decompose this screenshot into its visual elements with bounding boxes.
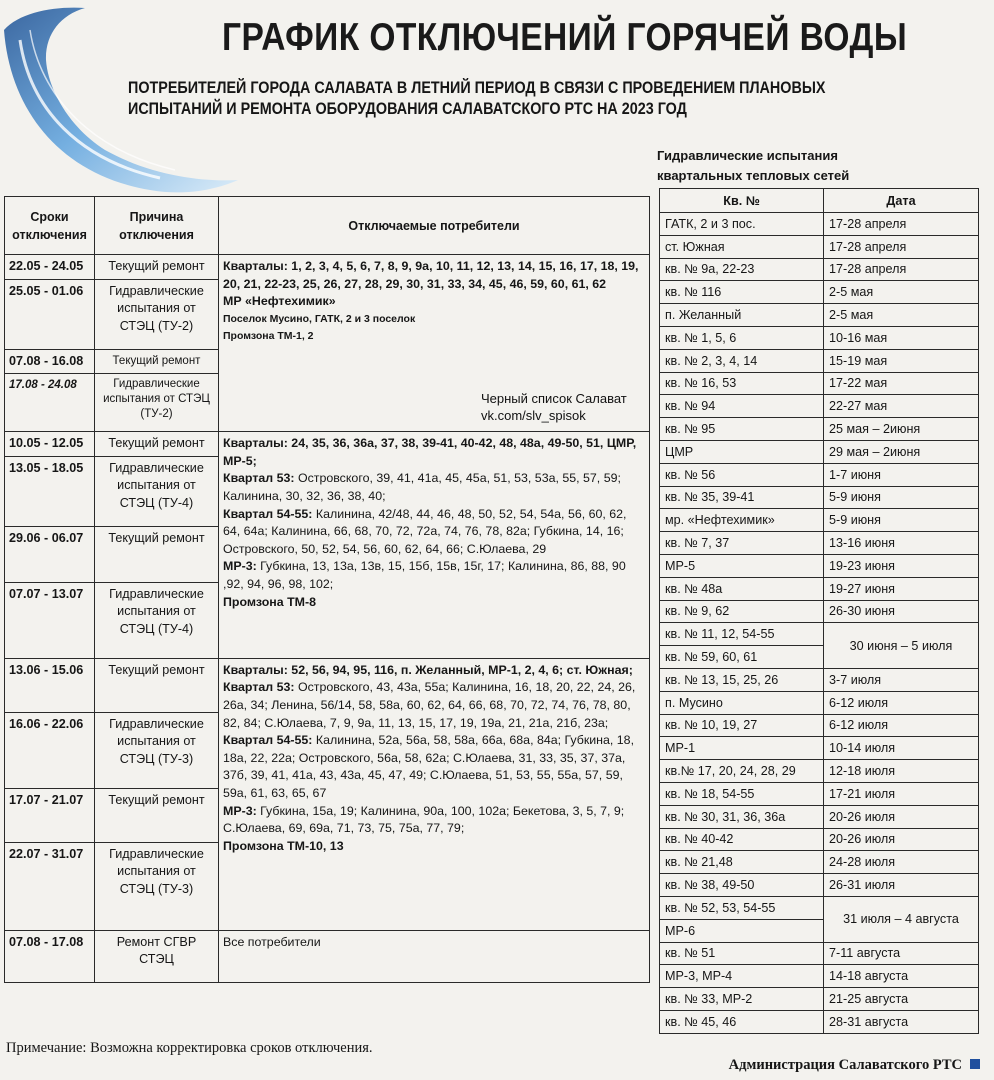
table-row — [660, 600, 979, 623]
administration-signature — [729, 1057, 980, 1074]
table-header-row — [660, 189, 979, 213]
table-row — [660, 304, 979, 327]
table-row — [660, 874, 979, 897]
kv-cell: МР-6 — [660, 919, 824, 942]
watermark-line: Черный список Салават — [481, 391, 627, 406]
table-row — [5, 432, 650, 457]
date-cell: 26-31 июля — [824, 874, 979, 897]
date-cell: 3-7 июля — [824, 668, 979, 691]
date-cell: 31 июля – 4 августа — [824, 896, 979, 942]
table-row — [660, 896, 979, 919]
hydraulic-tests-heading — [657, 146, 849, 186]
table-row — [660, 372, 979, 395]
kv-cell: кв. № 94 — [660, 395, 824, 418]
term-cell: 13.05 - 18.05 — [5, 456, 95, 526]
reason-cell: Гидравлические испытания от СТЭЦ (ТУ-3) — [95, 842, 219, 930]
date-cell: 17-22 мая — [824, 372, 979, 395]
consumers-text: Поселок Мусино, ГАТК, 2 и 3 поселок — [223, 312, 416, 325]
table-row — [660, 213, 979, 236]
term-cell: 10.05 - 12.05 — [5, 432, 95, 457]
kv-cell: кв. № 2, 3, 4, 14 — [660, 349, 824, 372]
kv-cell: кв. № 116 — [660, 281, 824, 304]
date-cell: 15-19 мая — [824, 349, 979, 372]
term-cell: 07.07 - 13.07 — [5, 582, 95, 658]
consumers-label: Кварталы: — [223, 259, 288, 273]
date-cell: 17-28 апреля — [824, 213, 979, 236]
kv-cell: ЦМР — [660, 440, 824, 463]
term-cell: 07.08 - 16.08 — [5, 349, 95, 374]
consumers-text: Промзона ТМ-1, 2 — [223, 330, 314, 343]
table-header-row — [5, 197, 650, 255]
consumers-label: Квартал 54-55: — [223, 506, 313, 521]
kv-cell: кв. № 56 — [660, 463, 824, 486]
outage-schedule-table — [4, 196, 650, 983]
kv-cell: кв. № 30, 31, 36, 36а — [660, 805, 824, 828]
table-row — [660, 258, 979, 281]
table-row — [660, 532, 979, 555]
table-row — [660, 988, 979, 1011]
term-cell: 29.06 - 06.07 — [5, 526, 95, 582]
date-cell: 17-28 апреля — [824, 258, 979, 281]
reason-cell: Текущий ремонт — [95, 658, 219, 712]
watermark-line: vk.com/slv_spisok — [481, 408, 586, 423]
consumers-cell — [219, 658, 650, 930]
table-row — [660, 942, 979, 965]
table-row — [660, 326, 979, 349]
table-row — [660, 554, 979, 577]
term-cell: 25.05 - 01.06 — [5, 279, 95, 349]
consumers-text: Губкина, 13, 13а, 13в, 15, 15б, 15в, 15г, 17; Калинина, 86, 88, 90 ,92, 94, 96, 98, 102; — [223, 559, 626, 591]
kv-cell: кв. № 48а — [660, 577, 824, 600]
kv-cell: кв. № 33, МР-2 — [660, 988, 824, 1011]
kv-cell: кв. № 16, 53 — [660, 372, 824, 395]
table-row — [660, 737, 979, 760]
reason-cell: Текущий ремонт — [95, 255, 219, 280]
table-row — [660, 828, 979, 851]
kv-cell: ст. Южная — [660, 235, 824, 258]
table-row — [660, 965, 979, 988]
table-row — [660, 805, 979, 828]
date-cell: 21-25 августа — [824, 988, 979, 1011]
date-cell: 2-5 мая — [824, 304, 979, 327]
date-cell: 10-16 мая — [824, 326, 979, 349]
date-cell: 12-18 июля — [824, 760, 979, 783]
kv-cell: ГАТК, 2 и 3 пос. — [660, 213, 824, 236]
table-row — [660, 760, 979, 783]
column-header-consumers: Отключаемые потребители — [219, 197, 650, 255]
consumers-text: 1, 2, 3, 4, 5, 6, 7, 8, 9, 9а, 10, 11, 12, 13, 14, 15, 16, 17, 18, 19, 20, 21, 22-23, 25, 26, 27, 28, 29, 30, 31, 33, 34, 45, 46, 59, 60, 61, 62 — [223, 259, 639, 291]
reason-cell: Текущий ремонт — [95, 349, 219, 374]
watermark — [481, 390, 627, 424]
term-cell: 22.05 - 24.05 — [5, 255, 95, 280]
consumers-text: Промзона ТМ-8 — [223, 594, 317, 609]
admin-text: Администрация Салаватского РТС — [728, 1057, 962, 1073]
consumers-text: Островского, 43, 43а, 55а; Калинина, 16, 18, 20, 22, 24, 26, 26а, 34; Ленина, 56/14, 58, 58а, 60, 62, 64, 66, 68, 70, 72, 74, 76, 78, 80, 82, 84; С.Юлаева, 7, 9, 9а, 11, 13, 15, 17, 19, 19а, 21, 21а, 21б, 23а; — [223, 680, 636, 730]
date-cell: 17-21 июля — [824, 782, 979, 805]
table-row — [660, 714, 979, 737]
kv-cell: кв. № 9а, 22-23 — [660, 258, 824, 281]
kv-cell: кв. № 35, 39-41 — [660, 486, 824, 509]
reason-cell: Гидравлические испытания от СТЭЦ (ТУ-2) — [95, 374, 219, 432]
date-cell: 6-12 июля — [824, 691, 979, 714]
kv-cell: кв. № 59, 60, 61 — [660, 646, 824, 669]
kv-cell: кв. № 52, 53, 54-55 — [660, 896, 824, 919]
table-row — [5, 658, 650, 712]
reason-cell: Текущий ремонт — [95, 526, 219, 582]
date-cell: 20-26 июля — [824, 828, 979, 851]
subtitle-line: ПОТРЕБИТЕЛЕЙ ГОРОДА САЛАВАТА В ЛЕТНИЙ ПЕРИОД В СВЯЗИ С ПРОВЕДЕНИЕМ ПЛАНОВЫХ — [128, 79, 826, 97]
date-cell: 30 июня – 5 июля — [824, 623, 979, 669]
date-cell: 19-27 июня — [824, 577, 979, 600]
consumers-label: Квартал 53: — [223, 471, 295, 486]
table-row — [660, 668, 979, 691]
reason-cell: Гидравлические испытания от СТЭЦ (ТУ-2) — [95, 279, 219, 349]
table-row — [660, 235, 979, 258]
reason-cell: Текущий ремонт — [95, 788, 219, 842]
date-cell: 6-12 июля — [824, 714, 979, 737]
kv-cell: кв. № 13, 15, 25, 26 — [660, 668, 824, 691]
table-row — [660, 418, 979, 441]
date-cell: 5-9 июня — [824, 509, 979, 532]
table-row — [660, 395, 979, 418]
reason-cell: Ремонт СГВР СТЭЦ — [95, 930, 219, 982]
kv-cell: п. Мусино — [660, 691, 824, 714]
kv-cell: кв. № 7, 37 — [660, 532, 824, 555]
kv-cell: п. Желанный — [660, 304, 824, 327]
consumers-text: Калинина, 52а, 56а, 58, 58а, 66а, 68а, 84а; Губкина, 18, 18а, 22, 22а; Островского, 56а, 58, 62а; С.Юлаева, 31, 33, 35, 37, 37а, 37б, 39, 41, 41а, 43, 43а, 45, 47, 49; С.Юлаева, 51, 53, 55, 55а, 57, 59, 59а, 61, 63, 65, 67 — [223, 733, 635, 800]
table-row — [660, 509, 979, 532]
kv-cell: кв. № 9, 62 — [660, 600, 824, 623]
kv-cell: кв. № 95 — [660, 418, 824, 441]
page-title: ГРАФИК ОТКЛЮЧЕНИЙ ГОРЯЧЕЙ ВОДЫ — [222, 16, 908, 59]
table-row — [660, 486, 979, 509]
term-cell: 17.07 - 21.07 — [5, 788, 95, 842]
term-cell: 22.07 - 31.07 — [5, 842, 95, 930]
date-cell: 24-28 июля — [824, 851, 979, 874]
date-cell: 7-11 августа — [824, 942, 979, 965]
table-row — [660, 440, 979, 463]
reason-cell: Гидравлические испытания от СТЭЦ (ТУ-4) — [95, 456, 219, 526]
reason-cell: Гидравлические испытания от СТЭЦ (ТУ-4) — [95, 582, 219, 658]
table-row — [660, 782, 979, 805]
heading-line: квартальных тепловых сетей — [657, 168, 850, 183]
consumers-text: Губкина, 15а, 19; Калинина, 90а, 100, 102а; Бекетова, 3, 5, 7, 9; С.Юлаева, 69, 69а, 71, 73, 75, 75а, 77, 79; — [223, 803, 625, 836]
kv-cell: кв. № 1, 5, 6 — [660, 326, 824, 349]
date-cell: 19-23 июня — [824, 554, 979, 577]
kv-cell: кв.№ 17, 20, 24, 28, 29 — [660, 760, 824, 783]
reason-cell: Гидравлические испытания от СТЭЦ (ТУ-3) — [95, 712, 219, 788]
date-cell: 2-5 мая — [824, 281, 979, 304]
reason-cell: Текущий ремонт — [95, 432, 219, 457]
table-row — [660, 281, 979, 304]
consumers-cell — [219, 432, 650, 659]
kv-cell: кв. № 21,48 — [660, 851, 824, 874]
consumers-text: 52, 56, 94, 95, 116, п. Желанный, МР-1, 2, 4, 6; ст. Южная; — [287, 662, 633, 677]
table-row — [660, 691, 979, 714]
kv-cell: кв. № 40-42 — [660, 828, 824, 851]
kv-cell: кв. № 45, 46 — [660, 1010, 824, 1033]
consumers-cell: Все потребители — [219, 930, 650, 982]
table-row — [660, 851, 979, 874]
kv-cell: кв. № 38, 49-50 — [660, 874, 824, 897]
date-cell: 26-30 июня — [824, 600, 979, 623]
date-cell: 10-14 июля — [824, 737, 979, 760]
kv-cell: МР-1 — [660, 737, 824, 760]
kv-cell: мр. «Нефтехимик» — [660, 509, 824, 532]
consumers-label: Кварталы: — [223, 662, 288, 677]
term-cell: 16.06 - 22.06 — [5, 712, 95, 788]
footnote: Примечание: Возможна корректировка сроков отключения. — [6, 1040, 373, 1056]
column-header-date: Дата — [824, 189, 979, 213]
date-cell: 29 мая – 2июня — [824, 440, 979, 463]
consumers-text: Промзона ТМ-10, 13 — [223, 838, 344, 853]
kv-cell: МР-3, МР-4 — [660, 965, 824, 988]
consumers-text: Островского, 39, 41, 41а, 45, 45а, 51, 53, 53а, 55, 57, 59; Калинина, 30, 32, 36, 38, 40; — [223, 471, 621, 503]
heading-line: Гидравлические испытания — [657, 148, 838, 163]
date-cell: 5-9 июня — [824, 486, 979, 509]
date-cell: 13-16 июня — [824, 532, 979, 555]
consumers-text: Калинина, 42/48, 44, 46, 48, 50, 52, 54, 54а, 56, 60, 62, 64, 64а; Калинина, 66, 68, 70, 72, 72а, 74, 76, 78, 82а; Губкина, 14, 16; Островского, 50, 52, 54, 56, 60, 62, 64, 66; С.Юлаева, 29 — [223, 506, 627, 556]
column-header-kv: Кв. № — [660, 189, 824, 213]
table-row — [660, 577, 979, 600]
date-cell: 25 мая – 2июня — [824, 418, 979, 441]
kv-cell: кв. № 18, 54-55 — [660, 782, 824, 805]
date-cell: 17-28 апреля — [824, 235, 979, 258]
square-icon — [970, 1059, 980, 1069]
date-cell: 14-18 августа — [824, 965, 979, 988]
page-subtitle — [128, 78, 894, 120]
table-row — [660, 1010, 979, 1033]
consumers-label: Кварталы: — [223, 436, 288, 451]
consumers-label: Квартал 54-55: — [223, 733, 313, 748]
column-header-reason: Причина отключения — [95, 197, 219, 255]
consumers-label: МР-3: — [223, 803, 257, 818]
subtitle-line: ИСПЫТАНИЙ И РЕМОНТА ОБОРУДОВАНИЯ САЛАВАТСКОГО РТС НА 2023 ГОД — [128, 100, 687, 118]
term-cell: 13.06 - 15.06 — [5, 658, 95, 712]
consumers-label: МР-3: — [223, 559, 257, 574]
table-row — [660, 349, 979, 372]
table-row — [660, 463, 979, 486]
consumers-label: Квартал 53: — [223, 680, 295, 695]
kv-cell: МР-5 — [660, 554, 824, 577]
date-cell: 1-7 июня — [824, 463, 979, 486]
column-header-term: Сроки отключения — [5, 197, 95, 255]
term-cell: 07.08 - 17.08 — [5, 930, 95, 982]
table-row — [5, 255, 650, 280]
date-cell: 28-31 августа — [824, 1010, 979, 1033]
term-cell: 17.08 - 24.08 — [5, 374, 95, 432]
date-cell: 20-26 июля — [824, 805, 979, 828]
consumers-text: 24, 35, 36, 36а, 37, 38, 39-41, 40-42, 48, 48а, 49-50, 51, ЦМР, МР-5; — [223, 436, 637, 468]
hydraulic-tests-table — [659, 188, 979, 1034]
table-row — [660, 623, 979, 646]
kv-cell: кв. № 51 — [660, 942, 824, 965]
kv-cell: кв. № 11, 12, 54-55 — [660, 623, 824, 646]
kv-cell: кв. № 10, 19, 27 — [660, 714, 824, 737]
consumers-text: МР «Нефтехимик» — [223, 294, 336, 309]
date-cell: 22-27 мая — [824, 395, 979, 418]
table-row — [5, 930, 650, 982]
